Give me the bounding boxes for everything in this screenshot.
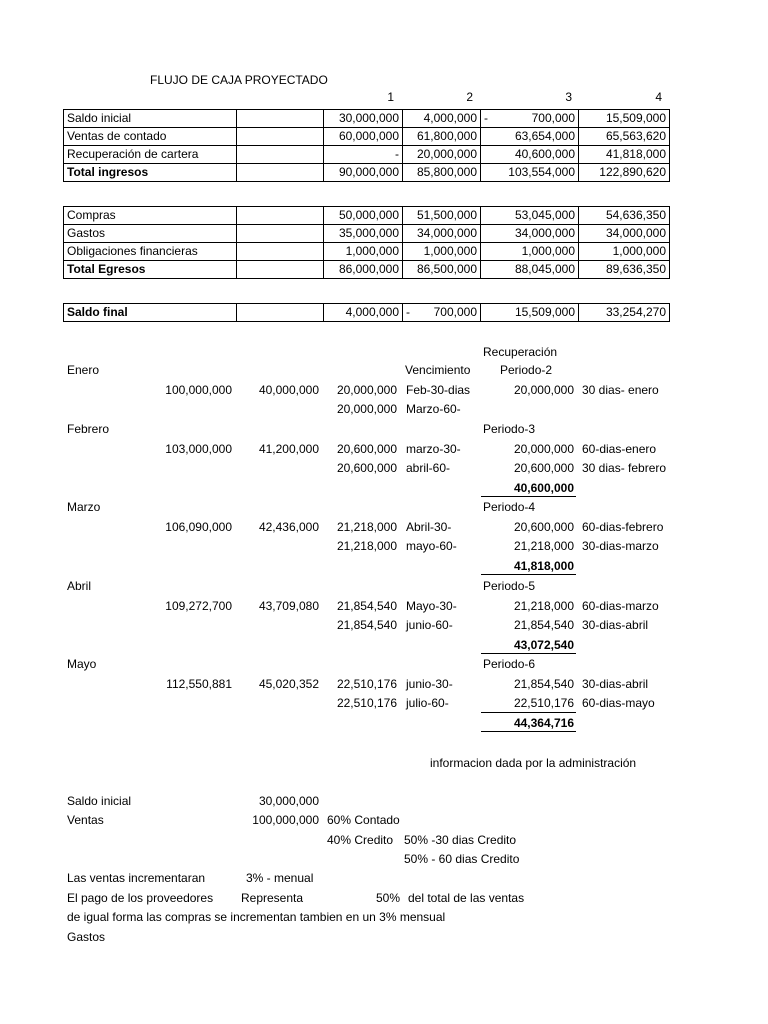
cell-value: 40,600,000 bbox=[514, 147, 575, 161]
recovery-total: 41,818,000 bbox=[513, 559, 574, 573]
negative-sign: - bbox=[406, 305, 410, 319]
subtotal-underline bbox=[481, 731, 576, 732]
info-gastos-label: Gastos bbox=[67, 930, 106, 944]
month-venc-60: mayo-60- bbox=[406, 539, 457, 553]
period-header-2: 2 bbox=[466, 90, 473, 104]
ingresos-row bbox=[64, 110, 670, 128]
recovery-note: 60-dias-marzo bbox=[582, 599, 659, 613]
cell-value: 86,000,000 bbox=[338, 262, 399, 276]
saldo-final-label: Saldo final bbox=[64, 304, 237, 322]
egresos-value bbox=[324, 243, 403, 261]
month-name: Febrero bbox=[67, 422, 110, 436]
ingresos-value bbox=[324, 128, 403, 146]
info-credito: 40% Credito bbox=[327, 833, 394, 847]
egresos-row bbox=[64, 207, 670, 225]
month-ventas: 106,090,000 bbox=[165, 520, 232, 534]
recovery-value: 21,218,000 bbox=[513, 539, 574, 553]
info-compras-text: de igual forma las compras se incrementan tambien en un 3% mensual bbox=[67, 910, 446, 924]
egresos-value bbox=[403, 261, 481, 279]
month-ventas: 109,272,700 bbox=[165, 599, 232, 613]
cell-value: 20,000,000 bbox=[416, 147, 477, 161]
month-cuota-60: 20,000,000 bbox=[336, 402, 397, 416]
period-header-4: 4 bbox=[655, 90, 662, 104]
info-proveedores-label: El pago de los proveedores bbox=[67, 891, 214, 905]
egresos-value bbox=[481, 225, 579, 243]
info-ventas-label: Ventas bbox=[67, 813, 104, 827]
info-proveedores-pct: 50% bbox=[375, 891, 400, 905]
ingresos-value bbox=[579, 110, 670, 128]
month-cuota-30: 21,854,540 bbox=[336, 599, 397, 613]
recovery-value: 20,000,000 bbox=[513, 442, 574, 456]
month-cuota-60: 20,600,000 bbox=[336, 461, 397, 475]
header-periodo-2: Periodo-2 bbox=[500, 363, 553, 377]
month-credito: 40,000,000 bbox=[258, 383, 319, 397]
month-credito: 41,200,000 bbox=[258, 442, 319, 456]
month-credito: 43,709,080 bbox=[258, 599, 319, 613]
info-incremento-value: 3% - menual bbox=[246, 871, 314, 885]
ingresos-label: Saldo inicial bbox=[64, 110, 237, 128]
empty-cell bbox=[237, 225, 324, 243]
egresos-value bbox=[324, 207, 403, 225]
ingresos-value bbox=[403, 146, 481, 164]
cell-value: 35,000,000 bbox=[338, 226, 399, 240]
cell-value: 90,000,000 bbox=[338, 165, 399, 179]
month-venc-30: Abril-30- bbox=[406, 520, 452, 534]
empty-cell bbox=[237, 261, 324, 279]
ingresos-table bbox=[63, 109, 670, 182]
cell-value: 4,000,000 bbox=[423, 111, 477, 125]
empty-cell bbox=[237, 128, 324, 146]
period-label: Periodo-3 bbox=[483, 422, 536, 436]
period-label: Periodo-6 bbox=[483, 657, 536, 671]
info-proveedores-rep: Representa bbox=[241, 891, 304, 905]
info-credito-30: 50% -30 dias Credito bbox=[404, 833, 517, 847]
month-venc-60: julio-60- bbox=[406, 696, 449, 710]
subtotal-underline bbox=[481, 653, 576, 654]
info-ventas-value: 100,000,000 bbox=[252, 813, 319, 827]
egresos-row bbox=[64, 225, 670, 243]
egresos-value bbox=[481, 243, 579, 261]
ingresos-value bbox=[481, 110, 579, 128]
recovery-note: 60-dias-febrero bbox=[582, 520, 664, 534]
recovery-note: 60-dias-mayo bbox=[582, 696, 655, 710]
empty-cell bbox=[237, 207, 324, 225]
empty-cell bbox=[237, 164, 324, 182]
cell-value: 85,800,000 bbox=[416, 165, 477, 179]
recovery-value: 21,854,540 bbox=[513, 677, 574, 691]
info-incremento-label: Las ventas incrementaran bbox=[67, 871, 206, 885]
recovery-value: 21,854,540 bbox=[513, 618, 574, 632]
recovery-total: 40,600,000 bbox=[513, 481, 574, 495]
saldo-final-row bbox=[64, 304, 670, 322]
ingresos-value bbox=[579, 164, 670, 182]
info-proveedores-desc: del total de las ventas bbox=[408, 891, 525, 905]
month-name: Abril bbox=[67, 579, 92, 593]
ingresos-row bbox=[64, 146, 670, 164]
cell-value: 34,000,000 bbox=[514, 226, 575, 240]
month-name: Enero bbox=[67, 363, 100, 377]
cell-value: 50,000,000 bbox=[338, 208, 399, 222]
cell-value: 34,000,000 bbox=[416, 226, 477, 240]
month-ventas: 100,000,000 bbox=[165, 383, 232, 397]
cell-value: 54,636,350 bbox=[605, 208, 666, 222]
saldo-final-value bbox=[403, 304, 481, 322]
egresos-value bbox=[324, 225, 403, 243]
egresos-value bbox=[579, 243, 670, 261]
egresos-value bbox=[579, 207, 670, 225]
cell-value: 30,000,000 bbox=[338, 111, 399, 125]
cell-value: 15,509,000 bbox=[514, 305, 575, 319]
info-caption: informacion dada por la administración bbox=[430, 756, 637, 770]
egresos-label: Total Egresos bbox=[64, 261, 237, 279]
recovery-note: 30 dias- enero bbox=[582, 383, 659, 397]
subtotal-underline bbox=[481, 574, 576, 575]
month-cuota-60: 22,510,176 bbox=[336, 696, 397, 710]
egresos-value bbox=[579, 225, 670, 243]
saldo-final-value bbox=[324, 304, 403, 322]
ingresos-value bbox=[403, 110, 481, 128]
month-venc-30: Feb-30-dias bbox=[406, 383, 471, 397]
ingresos-value bbox=[481, 128, 579, 146]
cell-value: 33,254,270 bbox=[605, 305, 666, 319]
ingresos-row bbox=[64, 128, 670, 146]
cell-value: 1,000,000 bbox=[612, 244, 666, 258]
cell-value: 1,000,000 bbox=[521, 244, 575, 258]
egresos-row bbox=[64, 261, 670, 279]
month-cuota-30: 22,510,176 bbox=[336, 677, 397, 691]
month-ventas: 103,000,000 bbox=[165, 442, 232, 456]
ingresos-label: Ventas de contado bbox=[64, 128, 237, 146]
empty-cell bbox=[237, 243, 324, 261]
recovery-value: 21,218,000 bbox=[513, 599, 574, 613]
saldo-final-table bbox=[63, 303, 670, 322]
recovery-value: 20,600,000 bbox=[513, 461, 574, 475]
cell-value: 1,000,000 bbox=[423, 244, 477, 258]
egresos-value bbox=[481, 261, 579, 279]
month-venc-60: Marzo-60- bbox=[406, 402, 461, 416]
egresos-value bbox=[403, 207, 481, 225]
recovery-note: 30 dias- febrero bbox=[582, 461, 667, 475]
ingresos-value bbox=[481, 146, 579, 164]
cell-value: 53,045,000 bbox=[514, 208, 575, 222]
cell-value: 60,000,000 bbox=[338, 129, 399, 143]
month-cuota-30: 20,600,000 bbox=[336, 442, 397, 456]
recovery-note: 30-dias-marzo bbox=[582, 539, 659, 553]
recovery-total: 44,364,716 bbox=[513, 716, 574, 730]
info-contado: 60% Contado bbox=[327, 813, 400, 827]
ingresos-value bbox=[324, 164, 403, 182]
cell-value: 103,554,000 bbox=[508, 165, 575, 179]
period-header-1: 1 bbox=[387, 90, 394, 104]
ingresos-value bbox=[481, 164, 579, 182]
period-label: Periodo-5 bbox=[483, 579, 536, 593]
recovery-value: 20,600,000 bbox=[513, 520, 574, 534]
period-header-3: 3 bbox=[565, 90, 572, 104]
month-credito: 45,020,352 bbox=[258, 677, 319, 691]
month-venc-30: junio-30- bbox=[406, 677, 453, 691]
cell-value: 700,000 bbox=[433, 305, 477, 319]
page-title: FLUJO DE CAJA PROYECTADO bbox=[150, 73, 328, 87]
egresos-label: Obligaciones financieras bbox=[64, 243, 237, 261]
header-recuperacion: Recuperación bbox=[483, 345, 558, 359]
egresos-label: Gastos bbox=[64, 225, 237, 243]
cell-value: 122,890,620 bbox=[599, 165, 666, 179]
ingresos-label: Recuperación de cartera bbox=[64, 146, 237, 164]
cell-value: 89,636,350 bbox=[605, 262, 666, 276]
month-venc-30: Mayo-30- bbox=[406, 599, 457, 613]
cell-value: 88,045,000 bbox=[514, 262, 575, 276]
month-cuota-60: 21,854,540 bbox=[336, 618, 397, 632]
month-cuota-30: 21,218,000 bbox=[336, 520, 397, 534]
recovery-note: 60-dias-enero bbox=[582, 442, 657, 456]
month-credito: 42,436,000 bbox=[258, 520, 319, 534]
cell-value: 63,654,000 bbox=[514, 129, 575, 143]
cell-value: 4,000,000 bbox=[345, 305, 399, 319]
ingresos-row bbox=[64, 164, 670, 182]
empty-cell bbox=[237, 110, 324, 128]
cell-value: 15,509,000 bbox=[605, 111, 666, 125]
cell-value: 34,000,000 bbox=[605, 226, 666, 240]
month-venc-30: marzo-30- bbox=[406, 442, 461, 456]
saldo-final-value bbox=[579, 304, 670, 322]
recovery-note: 30-dias-abril bbox=[582, 618, 649, 632]
month-cuota-60: 21,218,000 bbox=[336, 539, 397, 553]
egresos-value bbox=[324, 261, 403, 279]
cell-value: 86,500,000 bbox=[416, 262, 477, 276]
empty-cell bbox=[237, 304, 324, 322]
month-name: Mayo bbox=[67, 657, 97, 671]
period-label: Periodo-4 bbox=[483, 500, 536, 514]
month-name: Marzo bbox=[67, 500, 101, 514]
ingresos-label: Total ingresos bbox=[64, 164, 237, 182]
cell-value: 1,000,000 bbox=[345, 244, 399, 258]
info-saldo-inicial-label: Saldo inicial bbox=[67, 794, 132, 808]
egresos-value bbox=[403, 225, 481, 243]
cell-value: 65,563,620 bbox=[605, 129, 666, 143]
cell-value: 61,800,000 bbox=[416, 129, 477, 143]
recovery-total: 43,072,540 bbox=[513, 638, 574, 652]
cell-value: - bbox=[395, 147, 399, 161]
cell-value: 51,500,000 bbox=[416, 208, 477, 222]
recovery-value: 20,000,000 bbox=[513, 383, 574, 397]
ingresos-value bbox=[403, 164, 481, 182]
ingresos-value bbox=[324, 146, 403, 164]
ingresos-value bbox=[579, 128, 670, 146]
header-vencimiento: Vencimiento bbox=[405, 363, 471, 377]
egresos-row bbox=[64, 243, 670, 261]
saldo-final-value bbox=[481, 304, 579, 322]
month-venc-60: junio-60- bbox=[406, 618, 453, 632]
month-venc-60: abril-60- bbox=[406, 461, 451, 475]
ingresos-value bbox=[403, 128, 481, 146]
negative-sign: - bbox=[484, 111, 488, 125]
recovery-note: 30-dias-abril bbox=[582, 677, 649, 691]
cell-value: 41,818,000 bbox=[605, 147, 666, 161]
ingresos-value bbox=[579, 146, 670, 164]
month-cuota-30: 20,000,000 bbox=[336, 383, 397, 397]
empty-cell bbox=[237, 146, 324, 164]
cell-value: 700,000 bbox=[531, 111, 575, 125]
info-saldo-inicial-value: 30,000,000 bbox=[258, 794, 319, 808]
subtotal-underline bbox=[481, 712, 576, 713]
month-ventas: 112,550,881 bbox=[166, 677, 232, 691]
egresos-value bbox=[403, 243, 481, 261]
recovery-value: 22,510,176 bbox=[513, 696, 574, 710]
egresos-table bbox=[63, 206, 670, 279]
ingresos-value bbox=[324, 110, 403, 128]
egresos-value bbox=[481, 207, 579, 225]
info-credito-60: 50% - 60 dias Credito bbox=[404, 852, 520, 866]
egresos-value bbox=[579, 261, 670, 279]
egresos-label: Compras bbox=[64, 207, 237, 225]
subtotal-underline bbox=[481, 496, 576, 497]
